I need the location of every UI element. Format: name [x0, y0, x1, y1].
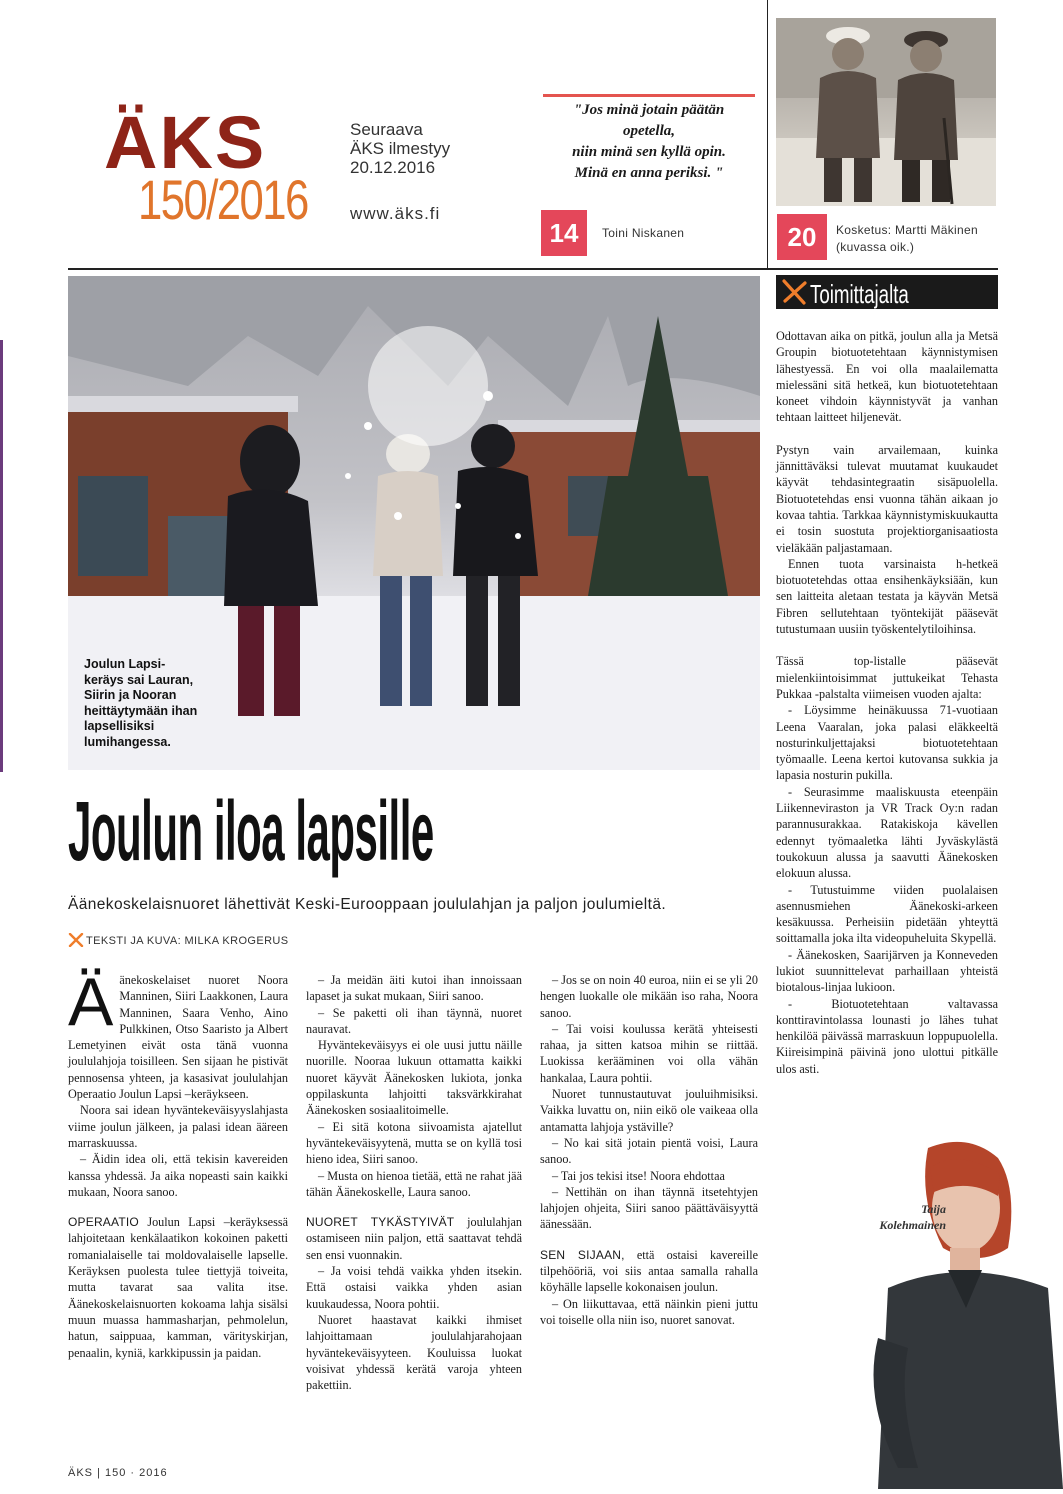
paragraph: – Tai voisi koulussa kerätä yhteisesti rahaa, ja sitten katsoa mihin se riittää. Luokissa kerääminen voi olla vähän hankalaa, Laura pohtii. [540, 1021, 758, 1085]
byline-x-icon [68, 933, 84, 947]
quote-rule [543, 94, 755, 97]
quote-line: "Jos minä jotain päätän [573, 102, 725, 118]
page-footer: ÄKS | 150 · 2016 [68, 1467, 168, 1479]
teaser-quote [543, 100, 755, 184]
paragraph: – Se paketti oli ihan täynnä, nuoret nauravat. [306, 1005, 522, 1036]
paragraph: – On liikuttavaa, että näinkin pieni juttu voi toiselle olla niin iso, nuoret sanovat. [540, 1296, 758, 1327]
masthead-logo-issue: 150/2016 [138, 168, 308, 231]
next-issue-line: ÄKS ilmestyy [350, 139, 451, 158]
author-name [848, 1201, 946, 1233]
paragraph: Hyväntekeväisyys ei ole uusi juttu näille nuorille. Nooraa lukuun ottamatta kaikki nuoret käyvät Äänekosken lukiota, jonka oppilaskunta lahjoitti taksvärkkirahat Äänekosken sosiaalitoimelle. [306, 1038, 522, 1118]
quote-line: Minä en anna periksi. " [574, 165, 724, 181]
paragraph: – Jos se on noin 40 euroa, niin ei se yli 20 hengen luokalle ole mikään iso raha, Noora sanoo. [540, 973, 758, 1020]
paragraph-kicker: OPERAATIO [68, 1215, 139, 1230]
editorial-paragraph: Odottavan aika on pitkä, joulun alla ja Metsä Groupin biotuotetehtaan käynnistymisen lähestyessä. En voi olla maalailematta mielessäni sitä hetkeä, kun biotuotetehtaan koneet vihdoin käynnistyvät ja vanhan tehtaan laitteet hiljenevät. [776, 329, 998, 425]
masthead-logo: ÄKS [104, 101, 267, 184]
paragraph-kicker: NUORET TYKÄSTYIVÄT [306, 1215, 455, 1230]
editorial-paragraph: - Biotuotetehtaan valtavassa konttiravintolassa lounasti jo lähes tuhat henkilöä päivässä marraskuun loppupuolella. Kiireisimpinä päivinä jono ulottui pitkälle ulos asti. [776, 996, 998, 1076]
paragraph: – Ei sitä kotona siivoamista ajatellut hyväntekeväisyytenä, mutta se on kyllä tosi hieno idea, Siiri sanoo. [306, 1119, 522, 1167]
paragraph: joululahjan ostamiseen niin paljon, että saattavat tehdä sen ensi vuonnakin. [306, 1215, 522, 1262]
historic-photo-illustration [776, 18, 996, 206]
article-lede: Äänekoskelaisnuoret lähettivät Keski-Eurooppaan joululahjan ja paljon joulumieltä. [68, 896, 667, 913]
quote-line: opetella, [622, 123, 676, 139]
editorial-title: Toimittajalta [810, 279, 909, 309]
next-issue-info [350, 120, 450, 177]
dropcap: Ä [68, 964, 114, 1040]
article-column-1 [68, 964, 288, 1361]
author-portrait-illustration [858, 1138, 1063, 1489]
paragraph: – Ja meidän äiti kutoi ihan innoissaan lapaset ja sukat mukaan, Siiri sanoo. [306, 973, 522, 1004]
editorial-paragraph: Pystyn vain arvailemaan, kuinka jännittäväksi tulevat muutamat kuukaudet käyvät tehdasintegraatin sisäpuolella. Biotuotetehdas ensi vuonna tähän aikaan jo kovaa tahtia. Tarkkaa käynnistymiskuukautta ei tosin suostuta projektiorganisaatiosta vieläkään paljastamaan. [776, 442, 998, 555]
editorial-body [776, 328, 998, 1077]
paragraph: – Nettihän on ihan täynnä itsetehtyjen lahjojen ohjeita, Siiri sanoo päättäväisyyttä äänessään. [540, 1184, 758, 1232]
paragraph: Noora sai idean hyväntekeväisyyslahjasta viime joulun jälkeen, ja palasi idean ääreen marraskuussa. [68, 1103, 288, 1150]
next-issue-date: 20.12.2016 [350, 158, 436, 177]
article-byline [68, 933, 289, 947]
paragraph-kicker: SEN SIJAAN, [540, 1247, 625, 1262]
editorial-paragraph: - Löysimme heinäkuussa 71-vuotiaan Leena Vaaralan, joka palasi eläkkeeltä nosturinkuljettajaksi biotuotetehtaan työmaalle. Leena kertoi kutovansa sukkia ja lapasia nosturin pukilla. [776, 703, 998, 783]
quote-line: niin minä sen kyllä opin. [572, 144, 726, 160]
article-headline: Joulun iloa lapsille [68, 784, 434, 878]
page-edge-bar [0, 340, 3, 772]
paragraph: Joulun Lapsi –keräyksessä lahjoitetaan kenkälaatikon kokoinen paketti romanialaiselle tai moldovalaiselle lapselle. Keräyksen puolesta tulee tiettyjä toiveita, mutta tavarat saa valita itse. Äänekoskelaisnuorten kokoama lahja sisälsi muun muassa hammasharjan, pehmolelun, hatun, saippuaa, kamman, värityskirjan, penaalin, kyniä, karkkipussin ja paidan. [68, 1215, 288, 1360]
page-badge-14[interactable]: 14 [541, 210, 587, 256]
paragraph: – Äidin idea oli, että tekisin kavereiden kanssa yhdessä. Ja aika nopeasti sain kaikki mukaan, Noora sanoo. [68, 1152, 288, 1199]
editorial-paragraph: Tässä top-listalle pääsevät mielenkiintoisimmat juttukeikat Tehasta Pukkaa -palstalta viimeisen vuoden ajalta: [776, 654, 998, 701]
author-photo [858, 1138, 1063, 1489]
author-first-name: Taija [921, 1202, 946, 1216]
website-link[interactable]: www.äks.fi [350, 204, 441, 223]
article-column-2 [306, 972, 522, 1393]
paragraph: – No kai sitä jotain pientä voisi, Laura sanoo. [540, 1135, 758, 1167]
article-column-3 [540, 972, 758, 1328]
paragraph: Nuoret tunnustautuvat jouluihmisiksi. Vaikka luvattu on, niin eikö ole vaikeaa olla antamatta lahjoja ystäville? [540, 1087, 758, 1134]
paragraph: änekoskelaiset nuoret Noora Manninen, Siiri Laakkonen, Laura Manninen, Saara Venho, Aino Pulkkinen, Otso Saaristo ja Albert Lemetyinen eivät osta tänä vuonna joululahjoja toisilleen. Sen sijaan he pistivät pennosensa yhteen, ja kasasivat joululahjan Operaatio Joulun Lapsi –keräykseen. [68, 973, 288, 1102]
header-rule [68, 268, 998, 270]
column-divider [767, 0, 768, 268]
paragraph: Nuoret haastavat kaikki ihmiset lahjoittamaan joululahjarahojaan hyväntekeväisyyteen. Kouluissa luokat voisivat yhdessä kerätä varoja yhteen pakettiin. [306, 1312, 522, 1393]
editorial-paragraph: - Seurasimme maaliskuusta eteenpäin Liikenneviraston ja VR Track Oy:n radan parannusurakkaa. Ratakiskoja kävellen edennyt työmaaletka lähti Jyväskylästä toukokuun alussa ja saavutti Äänekosken elokuun alussa. [776, 784, 998, 881]
editorial-paragraph: Ennen tuota varsinaista h-hetkeä biotuotetehdas ottaa ensihenkäyksiään, kun sen laitteita aletaan testata ja käyvän Metsä Fibren sellutehtaan työntekijät pääsevät tutustumaan uusiin työskentelytiloihinsa. [776, 556, 998, 637]
teaser-text-20[interactable]: Kosketus: Martti Mäkinen (kuvassa oik.) [836, 223, 978, 254]
historic-photo [776, 18, 996, 206]
photo-caption: Joulun Lapsi-keräys sai Lauran, Siirin ja Nooran heittäytymään ihan lapsellisiksi lumihangessa. [84, 657, 198, 749]
author-last-name: Kolehmainen [879, 1218, 946, 1232]
paragraph: – Musta on hienoa tietää, että ne rahat jää tähän Äänekoskelle, Laura sanoo. [306, 1168, 522, 1199]
teaser-text-14[interactable]: Toini Niskanen [602, 226, 685, 240]
paragraph: että ostaisi kavereille tilpehööriä, voi siis antaa samalla rahalla köyhälle lapselle kokonaisen joulun. [540, 1247, 758, 1295]
byline-text: TEKSTI JA KUVA: MILKA KROGERUS [86, 935, 289, 947]
editorial-x-icon [779, 277, 809, 307]
editorial-paragraph: - Äänekosken, Saarijärven ja Konneveden lukiot suunnittelevat parhaillaan yhteistä biotalous-linjaa lukioon. [776, 947, 998, 995]
next-issue-line: Seuraava [350, 120, 423, 139]
editorial-paragraph: - Tutustuimme viiden puolalaisen asennusmiehen Äänekoski-arkeen kesäkuussa. Perheisiin pidetään yhteyttä soittamalla joka ilta videopuheluita Skypellä. [776, 882, 998, 946]
paragraph: – Tai jos tekisi itse! Noora ehdottaa [552, 1168, 725, 1183]
page-badge-20[interactable]: 20 [777, 214, 827, 260]
paragraph: – Ja voisi tehdä vaikka yhden itsekin. Että ostaisi vaikka yhden asian kuukaudessa, Noora pohtii. [306, 1264, 522, 1311]
